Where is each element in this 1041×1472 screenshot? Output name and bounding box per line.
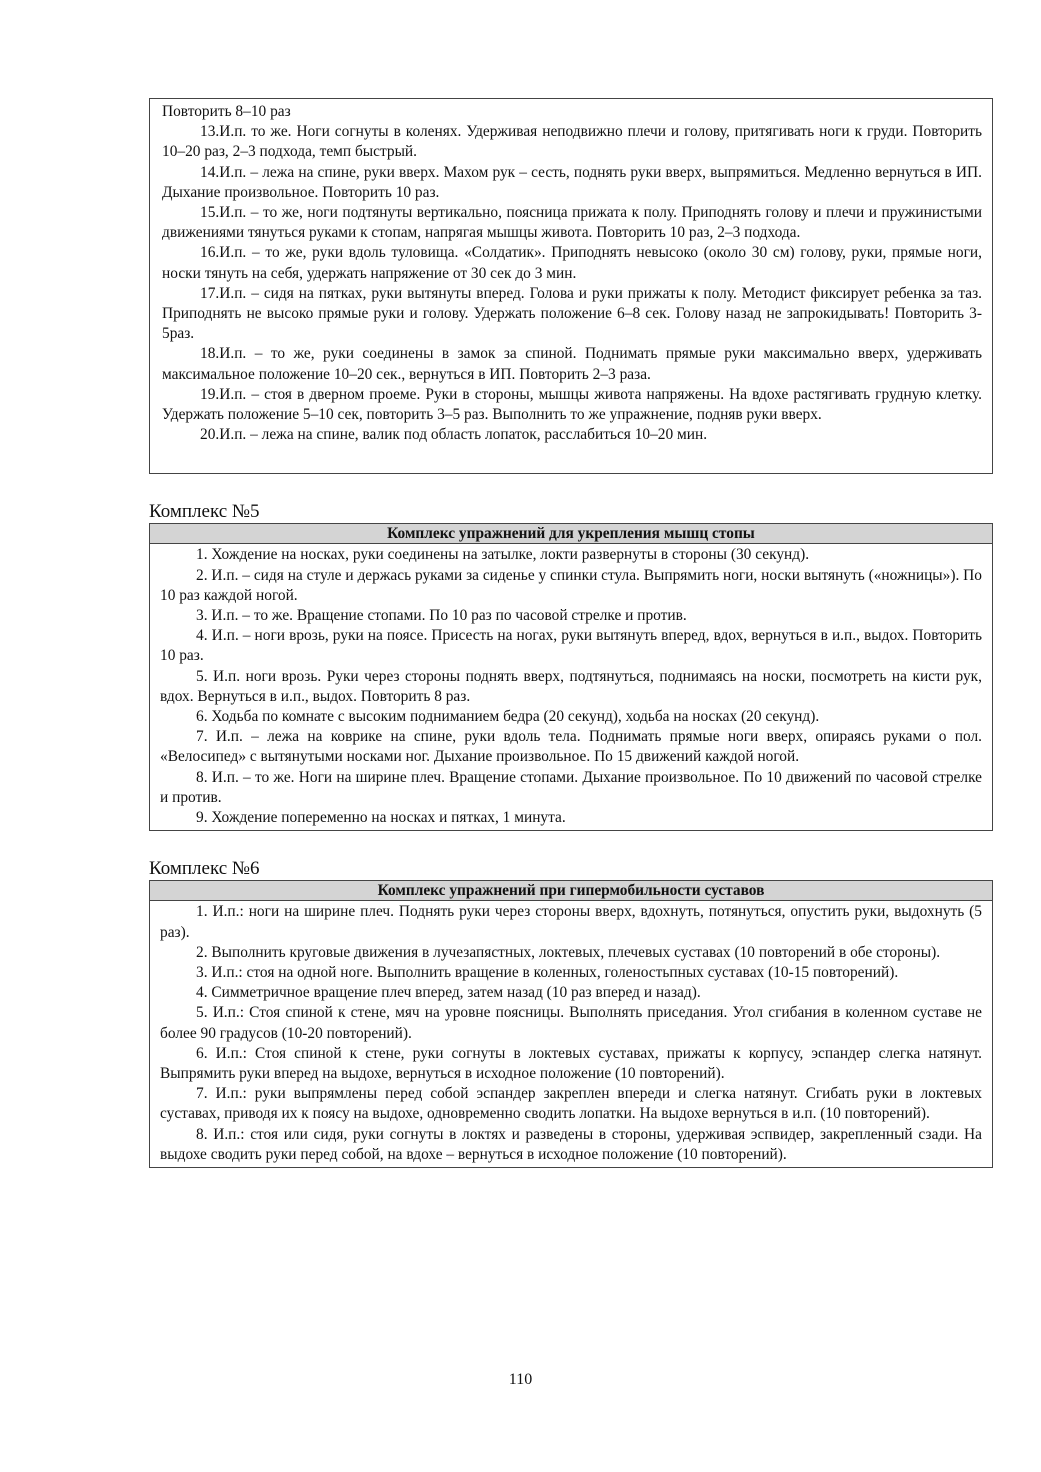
page-number: 110 (508, 1371, 533, 1388)
list-item: 20.И.п. – лежа на спине, валик под область лопаток, расслабиться 10–20 мин. (200, 426, 708, 444)
list-item: 13.И.п. то же. Ноги согнуты в коленях. Удерживая неподвижно плечи и голову, притягивать ноги к груди. Повторить 10–20 раз, 2–3 подхода, темп быстрый. (162, 123, 982, 161)
list-item: 19.И.п. – стоя в дверном проеме. Руки в стороны, мышцы живота напряжены. На вдохе растягивать грудную клетку. Удержать положение 5–10 сек, повторить 3–5 раз. Выполнить то же упражнение, подняв руки вверх. (162, 385, 982, 424)
list-item: 4. И.п. – ноги врозь, руки на поясе. Присесть на ногах, руки вытянуть вперед, вдох, вернуться в и.п., выдох. Повторить 10 раз. (160, 627, 982, 665)
list-item: 8. И.п. – то же. Ноги на ширине плеч. Вращение стопами. Дыхание произвольное. По 10 движений по часовой стрелке и против. (160, 768, 982, 806)
list-item: 1. Хождение на носках, руки соединены на затылке, локти развернуты в стороны (30 секунд). (196, 546, 810, 564)
complex5-heading: Комплекс №5 (149, 501, 260, 523)
complex6-heading: Комплекс №6 (149, 858, 260, 880)
list-item: 17.И.п. – сидя на пятках, руки вытянуты вперед. Голова и руки прижаты к полу. Методист фиксирует ребенка за таз. Приподнять не высоко прямые руки и голову. Удержать положение 6–8 сек. Голову назад не запрокидывать! Повторить 3-5раз. (162, 284, 982, 343)
list-item: Повторить 8–10 раз (162, 103, 291, 120)
list-item: 7. И.п.: руки выпрямлены перед собой эспандер закреплен впереди и слегка натянут. Сгибать руки в локтевых суставах, приводя их к поясу на выдохе, одновременно сводить лопатки. На выдохе вернуться в и.п. (10 повторений). (160, 1085, 982, 1123)
continuation-box (149, 98, 993, 474)
list-item: 5. И.п. ноги врозь. Руки через стороны поднять вверх, подтянуться, поднимаясь на носки, посмотреть на кисти рук, вдох. Вернуться в и.п., выдох. Повторить 8 раз. (160, 667, 982, 705)
list-item: 7. И.п. – лежа на коврике на спине, руки вдоль тела. Поднимать прямые ноги вверх, опираясь руками о пол. «Велосипед» с вытянутыми носками ног. Дыхание произвольное. По 15 движений каждой ногой. (160, 728, 982, 766)
list-item: 15.И.п. – то же, ноги подтянуты вертикально, поясница прижата к полу. Приподнять голову и плечи и пружинистыми движениями тянуться руками к стопам, напрягая мышцы живота. Повторить 10 раз, 2–3 подхода. (162, 204, 982, 242)
list-item: 6. Ходьба по комнате с высоким подниманием бедра (20 секунд), ходьба на носках (20 секунд). (196, 708, 820, 726)
list-item: 4. Симметричное вращение плеч вперед, затем назад (10 раз вперед и назад). (196, 984, 701, 1002)
list-item: 2. Выполнить круговые движения в лучезапястных, локтевых, плечевых суставах (10 повторений в обе стороны). (196, 943, 941, 961)
list-item: 8. И.п.: стоя или сидя, руки согнуты в локтях и разведены в стороны, удерживая эспвидер, закрепленный сзади. На выдохе сводить руки перед собой, на вдохе – вернуться в исходное положение (10 повторений). (160, 1125, 982, 1163)
complex5-table-body (150, 544, 992, 830)
list-item: 3. И.п. – то же. Вращение стопами. По 10 раз по часовой стрелке и против. (196, 607, 687, 625)
list-item: 9. Хождение попеременно на носках и пятках, 1 минута. (196, 809, 566, 827)
list-item: 1. И.п.: ноги на ширине плеч. Поднять руки через стороны вверх, вдохнуть, потянуться, опустить руки, выдохнуть (5 раз). (160, 903, 982, 941)
complex5-table (149, 523, 993, 831)
complex6-table (149, 880, 993, 1168)
list-item: 16.И.п. – то же, руки вдоль туловища. «Солдатик». Приподнять невысоко (около 30 см) голову, руки, прямые ноги, носки тянуть на себя, удержать напряжение от 30 сек до 3 мин. (162, 244, 982, 282)
complex6-table-body (150, 901, 992, 1167)
list-item: 6. И.п.: Стоя спиной к стене, руки согнуты в локтевых суставах, прижаты к корпусу, эспандер слегка натянут. Выпрямить руки вперед на выдохе, вернуться в исходное положение (10 повторений). (160, 1044, 982, 1082)
complex5-table-title: Комплекс упражнений для укрепления мышц стопы (150, 524, 992, 544)
list-item: 14.И.п. – лежа на спине, руки вверх. Махом рук – сесть, поднять руки вверх, выпрямиться. Медленно вернуться в ИП. Дыхание произвольное. Повторить 10 раз. (162, 163, 982, 201)
list-item: 18.И.п. – то же, руки соединены в замок за спиной. Поднимать прямые руки максимально вверх, удерживать максимальное положение 10–20 сек., вернуться в ИП. Повторить 2–3 раза. (162, 345, 982, 383)
page-content (149, 98, 993, 1168)
list-item: 3. И.п.: стоя на одной ноге. Выполнить вращение в коленных, голеностьпных суставах (10-15 повторений). (196, 963, 899, 981)
list-item: 5. И.п.: Стоя спиной к стене, мяч на уровне поясницы. Выполнять приседания. Угол сгибания в коленном суставе не более 90 градусов (10-20 повторений). (160, 1004, 982, 1042)
complex6-table-title: Комплекс упражнений при гипермобильности суставов (150, 881, 992, 901)
list-item: 2. И.п. – сидя на стуле и держась руками за сиденье у спинки стула. Выпрямить ноги, носки вытянуть («ножницы»). По 10 раз каждой ногой. (160, 566, 982, 604)
